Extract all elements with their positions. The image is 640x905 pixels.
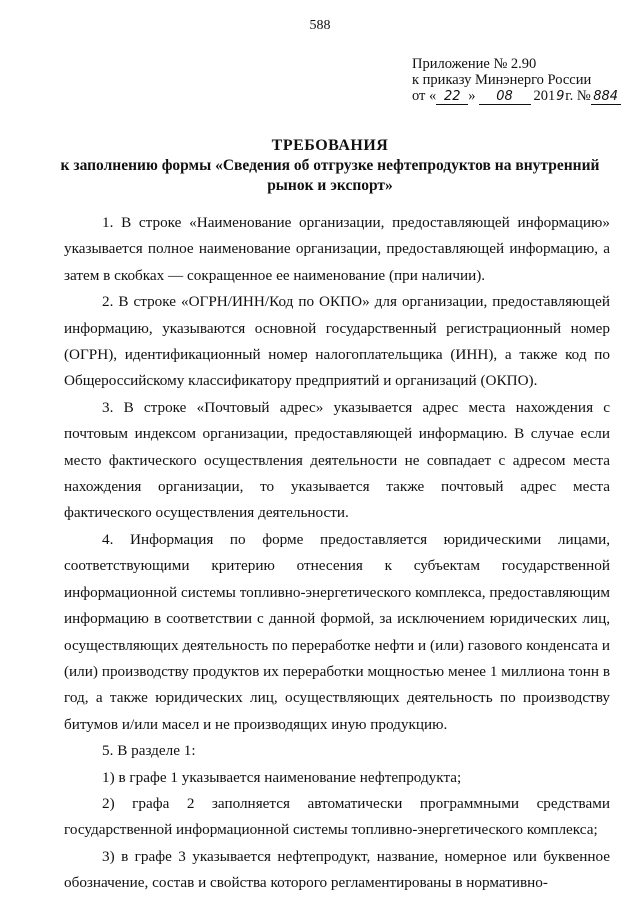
document-title-block xyxy=(60,136,600,196)
document-subheading: к заполнению формы «Сведения об отгрузке нефтепродуктов на внутренний рынок и экспорт» xyxy=(60,157,600,194)
document-body xyxy=(64,210,610,897)
date-quote-close: » xyxy=(468,88,476,104)
paragraph-5: 5. В разделе 1: xyxy=(102,742,196,760)
handwritten-day: 22 xyxy=(436,90,468,105)
year-prefix: 201 xyxy=(533,88,556,104)
paragraph-5-2: 2) графа 2 заполняется автоматически программными средствами государственной информационной системы топливно-энергетического комплекса; xyxy=(64,794,610,839)
page-number: 588 xyxy=(309,18,331,33)
paragraph-3: 3. В строке «Почтовый адрес» указывается адрес места нахождения с почтовым индексом организации, предоставляющей информацию. В случае если место фактического осуществления деятельности не совпадает с адресом места нахождения организации, то указывается также почтовый адрес места фактического осуществления деятельности. xyxy=(64,398,610,522)
date-prefix: от « xyxy=(412,88,437,104)
appendix-date-line xyxy=(412,88,622,105)
handwritten-year-digit: 9 xyxy=(556,89,565,104)
handwritten-order-number: 884 xyxy=(591,90,621,105)
appendix-title: Приложение № 2.90 xyxy=(412,56,537,72)
paragraph-1: 1. В строке «Наименование организации, предоставляющей информацию» указывается полное наименование организации, предоставляющей информацию, а затем в скобках — сокращенное ее наименование (при наличии). xyxy=(64,214,610,284)
handwritten-month: 08 xyxy=(479,90,531,105)
paragraph-5-1: 1) в графе 1 указывается наименование нефтепродукта; xyxy=(102,768,462,786)
number-label: г. № xyxy=(565,88,591,104)
paragraph-2: 2. В строке «ОГРН/ИНН/Код по ОКПО» для организации, предоставляющей информацию, указываются основной государственный регистрационный номер (ОГРН), идентификационный номер налогоплательщика (ИНН), а также код по Общероссийскому классификатору предприятий и организаций (ОКПО). xyxy=(64,293,610,390)
appendix-header xyxy=(412,56,622,105)
document-heading: ТРЕБОВАНИЯ xyxy=(271,137,389,154)
paragraph-4: 4. Информация по форме предоставляется юридическими лицами, соответствующими критерию отнесения к субъектам государственной информационной системы топливно-энергетического комплекса, предоставляющим информацию в соответствии с данной формой, за исключением юридических лиц, осуществляющих деятельность по переработке нефти и (или) газового конденсата и (или) производству продуктов их переработки мощностью менее 1 миллиона тонн в год, а также юридических лиц, осуществляющих деятельность по производству битумов и/или масел и не производящих иную продукцию. xyxy=(64,530,610,733)
paragraph-5-3: 3) в графе 3 указывается нефтепродукт, название, номерное или буквенное обозначение, состав и свойства которого регламентированы в нормативно- xyxy=(64,847,610,892)
appendix-order-reference: к приказу Минэнерго России xyxy=(412,72,592,88)
